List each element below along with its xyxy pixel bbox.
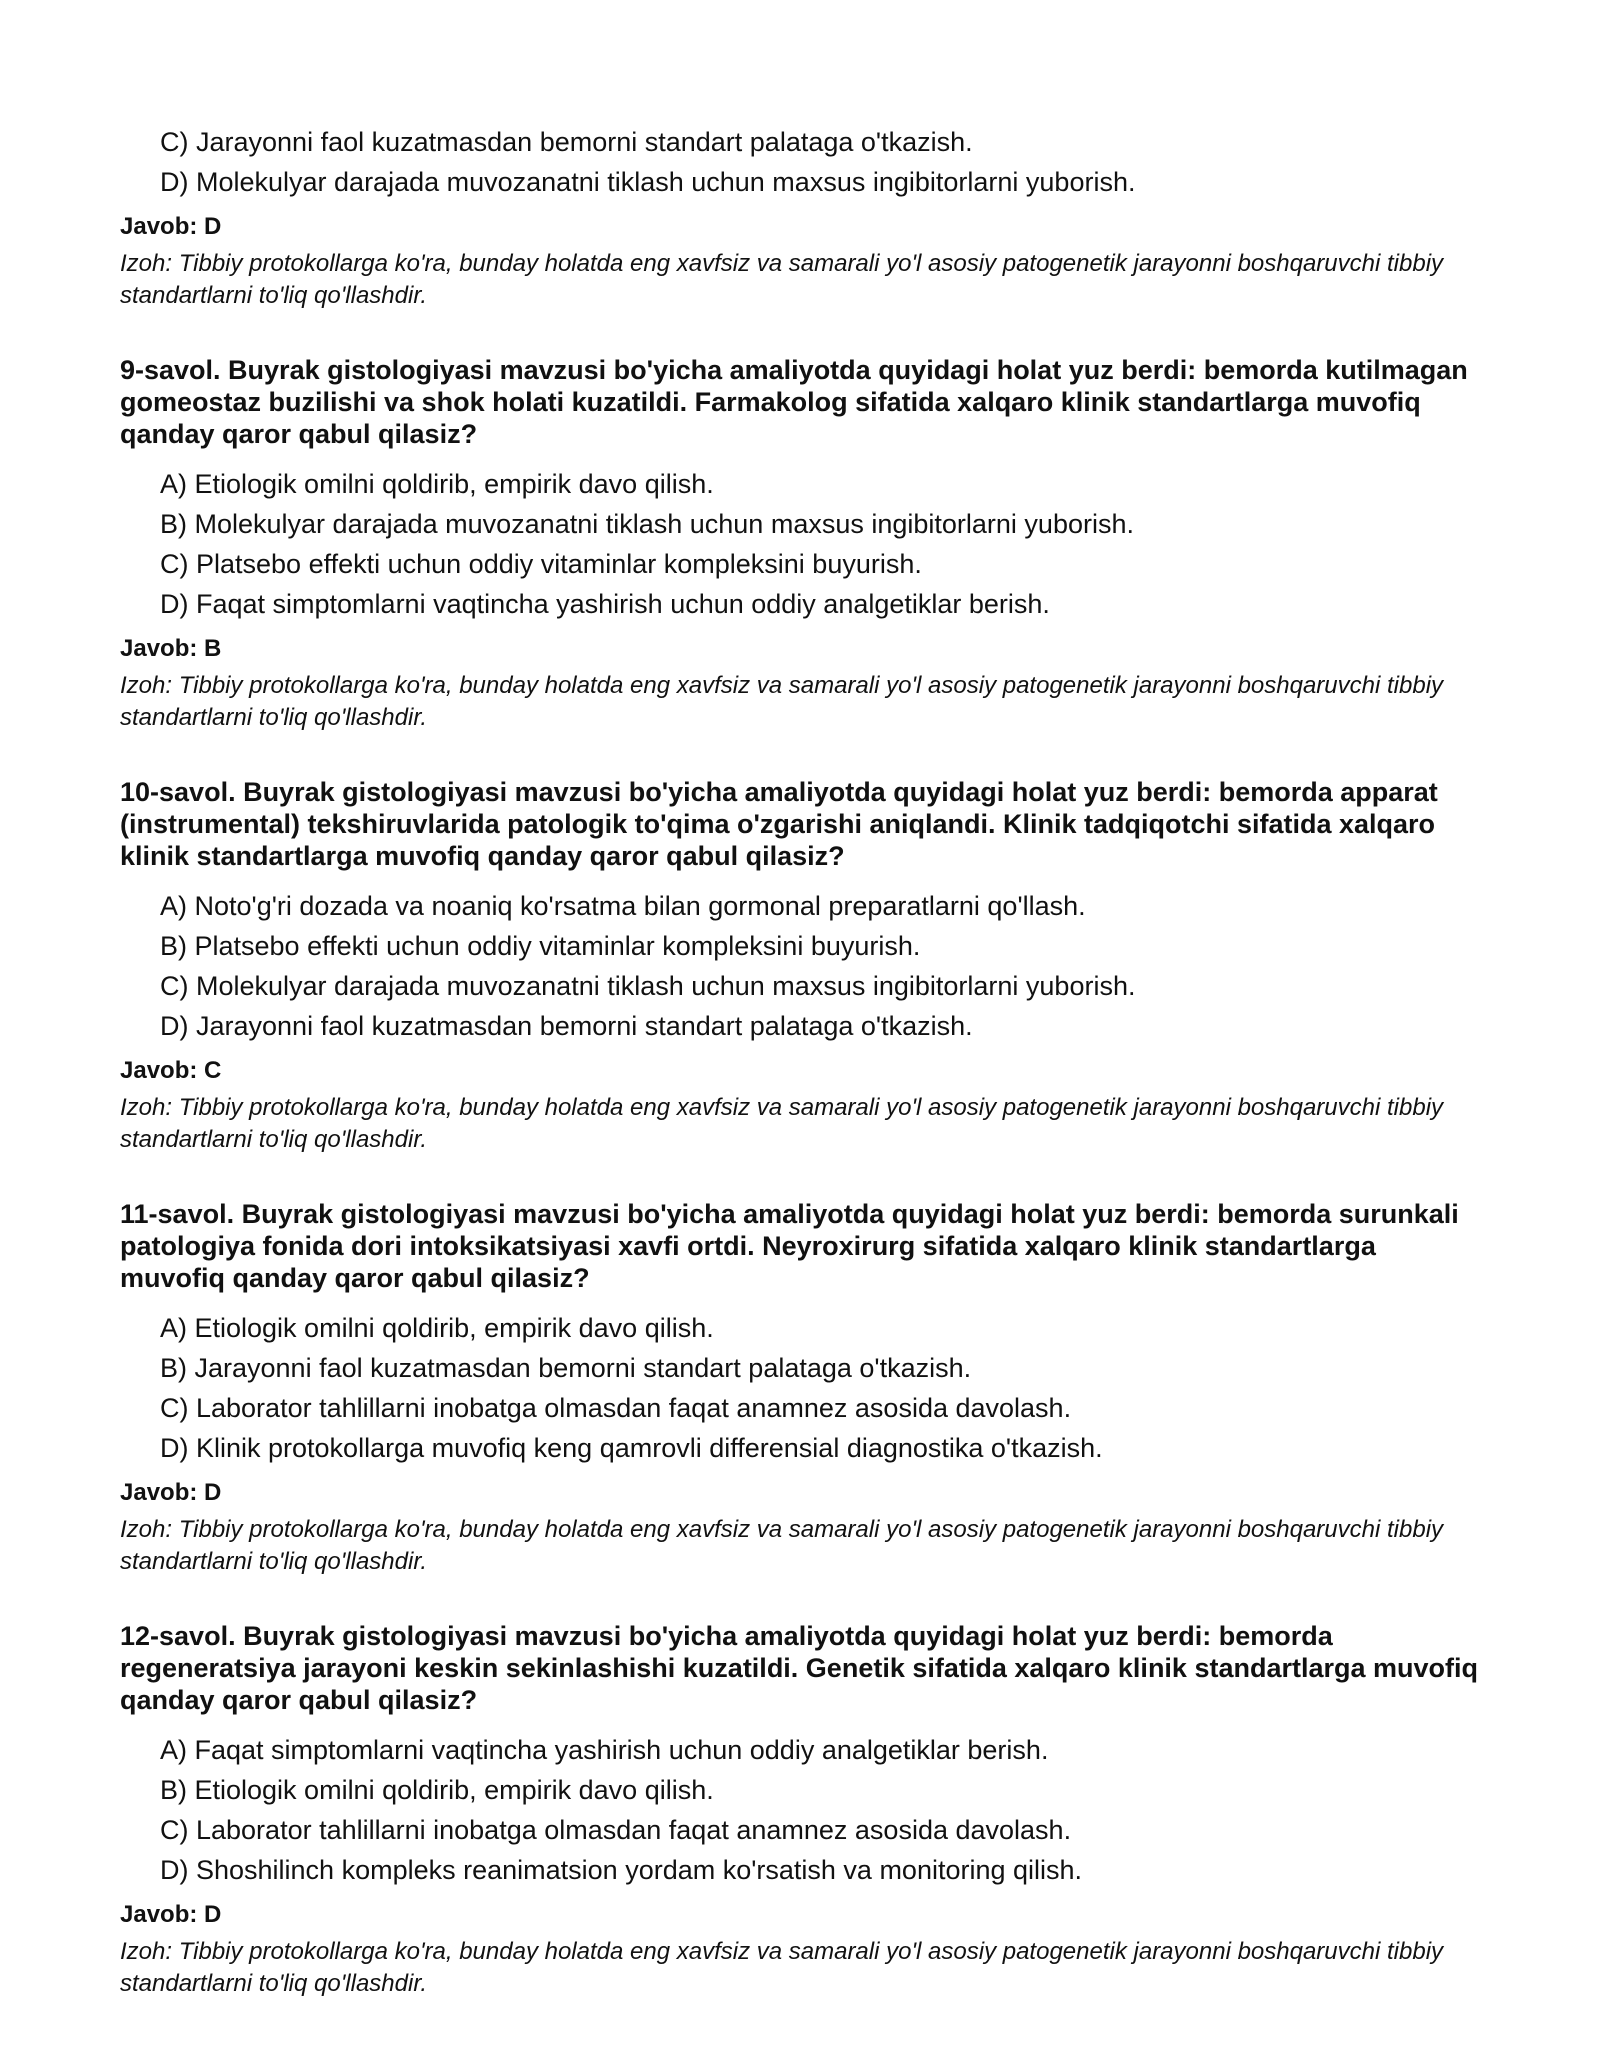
explanation-note: Izoh: Tibbiy protokollarga ko'ra, bunday holatda eng xavfsiz va samarali yo'l asosiy patogenetik jarayonni boshqaruvchi tibbiy standartlarni to'liq qo'llashdir. <box>120 1094 1444 1153</box>
answer-option: C) Platsebo effekti uchun oddiy vitaminlar kompleksini buyurish. <box>160 549 922 579</box>
answer-option: D) Jarayonni faol kuzatmasdan bemorni standart palataga o'tkazish. <box>160 1011 973 1041</box>
question-12 <box>120 1620 1480 2000</box>
correct-answer: Javob: D <box>120 213 222 240</box>
answer-option: D) Molekulyar darajada muvozanatni tiklash uchun maxsus ingibitorlarni yuborish. <box>160 167 1136 197</box>
question-text: 10-savol. Buyrak gistologiyasi mavzusi bo'yicha amaliyotda quyidagi holat yuz berdi: bemorda apparat (instrumental) tekshiruvlarida patologik to'qima o'zgarishi aniqlandi. Klinik tadqiqotchi sifatida xalqaro klinik standartlarga muvofiq qanday qaror qabul qilasiz? <box>120 777 1438 871</box>
answer-option: C) Laborator tahlillarni inobatga olmasdan faqat anamnez asosida davolash. <box>160 1393 1072 1423</box>
question-fragment <box>120 122 1480 312</box>
correct-answer: Javob: D <box>120 1479 222 1506</box>
correct-answer: Javob: C <box>120 1057 222 1084</box>
question-11 <box>120 1198 1480 1578</box>
answer-option: B) Jarayonni faol kuzatmasdan bemorni standart palataga o'tkazish. <box>160 1353 972 1383</box>
answer-option: A) Faqat simptomlarni vaqtincha yashirish uchun oddiy analgetiklar berish. <box>160 1735 1049 1765</box>
question-text: 11-savol. Buyrak gistologiyasi mavzusi bo'yicha amaliyotda quyidagi holat yuz berdi: bemorda surunkali patologiya fonida dori intoksikatsiyasi xavfi ortdi. Neyroxirurg sifatida xalqaro klinik standartlarga muvofiq qanday qaror qabul qilasiz? <box>120 1199 1459 1293</box>
correct-answer: Javob: B <box>120 635 222 662</box>
explanation-note: Izoh: Tibbiy protokollarga ko'ra, bunday holatda eng xavfsiz va samarali yo'l asosiy patogenetik jarayonni boshqaruvchi tibbiy standartlarni to'liq qo'llashdir. <box>120 1938 1444 1997</box>
explanation-note: Izoh: Tibbiy protokollarga ko'ra, bunday holatda eng xavfsiz va samarali yo'l asosiy patogenetik jarayonni boshqaruvchi tibbiy standartlarni to'liq qo'llashdir. <box>120 250 1444 309</box>
answer-option: B) Etiologik omilni qoldirib, empirik davo qilish. <box>160 1775 714 1805</box>
question-9 <box>120 354 1480 734</box>
answer-option: D) Klinik protokollarga muvofiq keng qamrovli differensial diagnostika o'tkazish. <box>160 1433 1103 1463</box>
answer-option: C) Jarayonni faol kuzatmasdan bemorni standart palataga o'tkazish. <box>160 127 973 157</box>
answer-option: C) Molekulyar darajada muvozanatni tiklash uchun maxsus ingibitorlarni yuborish. <box>160 971 1136 1001</box>
explanation-note: Izoh: Tibbiy protokollarga ko'ra, bunday holatda eng xavfsiz va samarali yo'l asosiy patogenetik jarayonni boshqaruvchi tibbiy standartlarni to'liq qo'llashdir. <box>120 672 1444 731</box>
answer-option: D) Faqat simptomlarni vaqtincha yashirish uchun oddiy analgetiklar berish. <box>160 589 1050 619</box>
answer-option: A) Etiologik omilni qoldirib, empirik davo qilish. <box>160 1313 714 1343</box>
answer-option: A) Etiologik omilni qoldirib, empirik davo qilish. <box>160 469 714 499</box>
question-text: 12-savol. Buyrak gistologiyasi mavzusi bo'yicha amaliyotda quyidagi holat yuz berdi: bemorda regeneratsiya jarayoni keskin sekinlashishi kuzatildi. Genetik sifatida xalqaro klinik standartlarga muvofiq qanday qaror qabul qilasiz? <box>120 1621 1479 1715</box>
explanation-note: Izoh: Tibbiy protokollarga ko'ra, bunday holatda eng xavfsiz va samarali yo'l asosiy patogenetik jarayonni boshqaruvchi tibbiy standartlarni to'liq qo'llashdir. <box>120 1516 1444 1575</box>
question-text: 9-savol. Buyrak gistologiyasi mavzusi bo'yicha amaliyotda quyidagi holat yuz berdi: bemorda kutilmagan gomeostaz buzilishi va shok holati kuzatildi. Farmakolog sifatida xalqaro klinik standartlarga muvofiq qanday qaror qabul qilasiz? <box>120 355 1468 449</box>
answer-option: A) Noto'g'ri dozada va noaniq ko'rsatma bilan gormonal preparatlarni qo'llash. <box>160 891 1086 921</box>
correct-answer: Javob: D <box>120 1901 222 1928</box>
answer-option: C) Laborator tahlillarni inobatga olmasdan faqat anamnez asosida davolash. <box>160 1815 1072 1845</box>
answer-option: B) Molekulyar darajada muvozanatni tiklash uchun maxsus ingibitorlarni yuborish. <box>160 509 1134 539</box>
answer-option: D) Shoshilinch kompleks reanimatsion yordam ko'rsatish va monitoring qilish. <box>160 1855 1083 1885</box>
answer-option: B) Platsebo effekti uchun oddiy vitaminlar kompleksini buyurish. <box>160 931 921 961</box>
question-10 <box>120 776 1480 1156</box>
